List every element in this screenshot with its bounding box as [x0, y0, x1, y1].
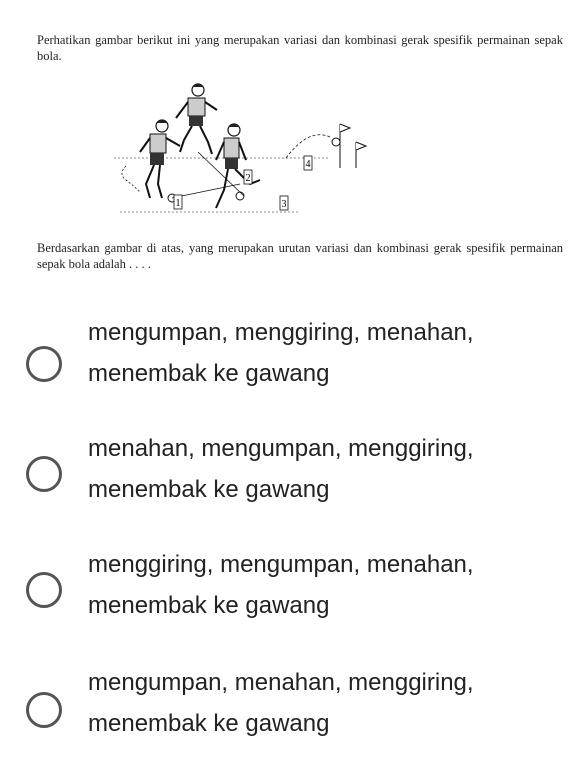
answer-option-c[interactable]: [0, 544, 588, 624]
ball-icon: [332, 138, 340, 146]
svg-text:4: 4: [305, 159, 311, 170]
answer-option-b[interactable]: [0, 428, 588, 508]
label-box-1: [174, 195, 182, 209]
radio-button-icon[interactable]: [26, 456, 62, 492]
radio-button-icon[interactable]: [26, 572, 62, 608]
question-intro: Perhatikan gambar berikut ini yang merupakan variasi dan kombinasi gerak spesifik permainan sepak bola.: [37, 33, 563, 63]
question-prompt: Berdasarkan gambar di atas, yang merupakan urutan variasi dan kombinasi gerak spesifik permainan sepak bola adalah . . . .: [37, 241, 563, 271]
svg-text:1: 1: [175, 198, 181, 209]
soccer-movement-illustration: [100, 80, 380, 225]
flag-icon: [340, 124, 350, 168]
flag-icon: [356, 142, 366, 168]
radio-button-icon[interactable]: [26, 346, 62, 382]
answer-option-label: mengumpan, menahan, menggiring, menembak ke gawang: [88, 669, 474, 737]
answer-option-label: mengumpan, menggiring, menahan, menembak ke gawang: [88, 319, 474, 387]
player-figure: [176, 84, 217, 154]
answer-option-a[interactable]: [0, 312, 588, 392]
svg-text:2: 2: [245, 173, 251, 184]
answer-option-label: menahan, mengumpan, menggiring, menembak ke gawang: [88, 435, 474, 503]
radio-button-icon[interactable]: [26, 692, 62, 728]
label-box-3: [280, 196, 288, 210]
ball-icon: [236, 192, 244, 200]
label-box-4: [304, 156, 312, 170]
answer-option-d[interactable]: [0, 662, 588, 742]
trajectory-line: [286, 135, 332, 158]
answer-option-label: menggiring, mengumpan, menahan, menembak ke gawang: [88, 551, 474, 619]
svg-text:3: 3: [281, 199, 287, 210]
label-box-2: [244, 170, 252, 184]
player-figure: [122, 120, 180, 198]
